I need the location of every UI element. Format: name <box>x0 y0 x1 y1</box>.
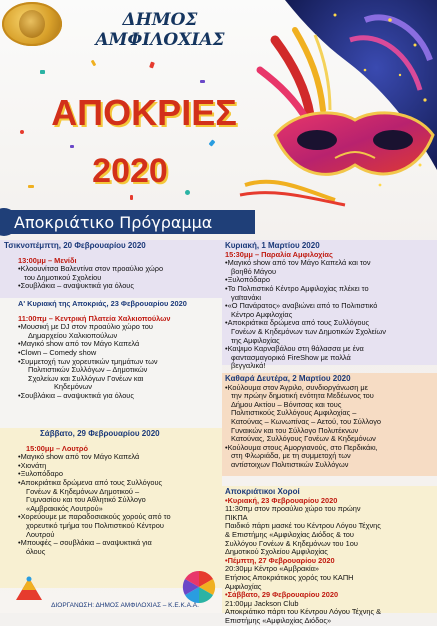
sunday-march-section <box>222 240 437 371</box>
list-item: •Αποκριάτικα δρώμενα από τους Συλλόγους <box>225 318 370 328</box>
list-item: •Το Πολιτιστικό Κέντρο Αμφιλοχίας πλέκει το <box>225 283 369 293</box>
list-item: Πολιτιστικών Συλλόγων – Δημοτικών <box>28 365 148 375</box>
list-item: Πολιτιστικούς Συλλόγους Αμφιλοχίας – <box>231 408 357 418</box>
list-item: όλους <box>26 546 46 556</box>
list-item: βοηθό Μάγου <box>231 266 277 276</box>
municipality-seal-icon <box>2 2 62 46</box>
dance-line: 20:30μμ Κέντρο «Αμβρακία» <box>225 564 320 574</box>
list-item: Λουτρού <box>26 529 55 539</box>
thursday-date: Τσικνοπέμπτη, 20 Φεβρουαρίου 2020 <box>4 241 146 250</box>
list-item: •«Ο Πανάρατος» αναβιώνει από το Πολιτιστικό <box>225 301 378 311</box>
list-item: φαντασμαγορικό FireShow με πολλά <box>231 352 351 362</box>
list-item: βεγγαλικά! <box>231 361 266 371</box>
dance-line: •Κυριακή, 23 Φεβρουαρίου 2020 <box>225 495 338 505</box>
list-item: •Μαγικό show από τον Μάγο Καπελά <box>18 339 140 349</box>
list-item: •Ξυλοπόδαρο <box>18 469 63 479</box>
clean-monday-date: Καθαρά Δευτέρα, 2 Μαρτίου 2020 <box>225 374 351 383</box>
list-item: •Clown – Comedy show <box>18 347 97 357</box>
list-item: Γονέων & Κηδεμόνων των Δημοτικών Σχολείων <box>231 326 386 336</box>
list-item: αντίστοιχων Πολιτιστικών Συλλόγων <box>231 459 349 469</box>
dance-line: Δημοτικού Σχολείου Αμφιλοχίας <box>225 547 328 557</box>
list-item: •Μαγικό show από τον Μάγο Καπελά και τον <box>225 258 371 268</box>
list-item: «Αμβρακικός Λουτρού» <box>26 503 103 513</box>
municipality-line1: ΔΗΜΟΣ <box>122 10 198 30</box>
list-item: στη Φλωριάδα, με τη συμμετοχή των <box>231 451 351 461</box>
dances-list <box>225 497 434 626</box>
sunday-first-time: 11:00πμ – Κεντρική Πλατεία Χαλκιοπούλων <box>18 313 171 323</box>
carnival-dances-section <box>222 486 437 625</box>
dance-line: Ετήσιος Αποκριάτικος χορός του ΚΑΠΗ <box>225 572 354 582</box>
sunday-first-date: Α' Κυριακή της Αποκριάς, 23 Φεβρουαρίου 2020 <box>18 299 187 308</box>
carnival-hat-icon <box>14 576 44 604</box>
list-item: γαϊτανάκι <box>231 292 262 302</box>
saturday-date: Σάββατο, 29 Φεβρουαρίου 2020 <box>40 429 160 438</box>
list-item: Κατούνας, Συλλόγους Γονέων & Κηδεμόνων <box>231 434 376 444</box>
program-banner <box>0 210 255 234</box>
list-item: Κατούνας – Κωνωπίνας – Αετού, του Σύλλογο <box>231 416 381 426</box>
list-item: Σχολείων και Συλλόγων Γονέων και <box>28 373 144 383</box>
list-item: Γυμνασίου και του Αθλητικό Σύλλογο <box>26 495 146 505</box>
list-item: της Αμφιλοχίας <box>231 335 280 345</box>
list-item: •Μπουφές – σουβλάκια – αναψυκτικά για <box>18 538 152 548</box>
dance-line: Αμφιλοχίας <box>225 581 262 591</box>
list-item: του Δημοτικού Σχολείου <box>24 272 102 282</box>
municipality-line2: ΑΜΦΙΛΟΧΙΑΣ <box>95 30 225 50</box>
list-item: •Κούλουμα στους Αμοργιανούς, στο Περδικάκι, <box>225 442 378 452</box>
list-item: Δημαρχείου Χαλκιοπούλων <box>28 330 118 340</box>
sunday-march-date: Κυριακή, 1 Μαρτίου 2020 <box>225 241 320 250</box>
list-item: χορευτικό τμήμα του Πολιτιστικού Κέντρου <box>26 520 164 530</box>
title-year: 2020 <box>92 152 168 190</box>
saturday-time: 15:00μμ – Λουτρό <box>26 443 89 453</box>
list-item: •Καψιμο Καρναβάλου στη θάλασσα με ένα <box>225 344 364 354</box>
list-item: Κέντρο Αμφιλοχίας <box>231 309 293 319</box>
list-item: •Χιονάτη <box>18 460 47 470</box>
clean-monday-section <box>222 373 437 476</box>
dance-line: ΠΙΚΠΑ <box>225 512 248 522</box>
dance-line: Αποκριάτικο πάρτι του Κέντρου Λόγου Τέχνης & <box>225 607 382 617</box>
list-item: Δήμου Ακτίου – Βόνιτσας και τους <box>231 399 342 409</box>
list-item: •Μαγικό show από τον Μάγο Καπελά <box>18 452 140 462</box>
list-item: Γυναικών και του Σύλλογο Πολυτέκνων <box>231 425 359 435</box>
list-item: •Ξυλοπόδαρο <box>225 275 270 285</box>
dance-line: •Πέμπτη, 27 Φεβρουαρίου 2020 <box>225 555 335 565</box>
dance-line: Συλλόγου Γονέων & Κηδεμόνων του 1ου <box>225 538 358 548</box>
list-item: •Χορεύουμε με παραδοσιακούς χορούς από το <box>18 512 171 522</box>
dances-title: Αποκριάτικοι Χοροί <box>225 487 300 496</box>
beach-ball-icon <box>182 570 216 604</box>
list-item: Κηδεμόνων <box>54 382 92 392</box>
footer-organizer: ΔΙΟΡΓΑΝΩΣΗ: ΔΗΜΟΣ ΑΜΦΙΛΟΧΙΑΣ – Κ.Ε.Κ.Α.Α. <box>51 602 199 609</box>
main-title: ΑΠΟΚΡΙΕΣ <box>51 92 237 133</box>
dance-line: Επιστήμης «Αμφιλοχίας Διόδος» <box>225 615 332 625</box>
dance-line: 11:30πμ στον προαύλιο χώρο του πρώην <box>225 504 361 514</box>
thursday-section <box>0 240 222 298</box>
left-column <box>0 240 222 613</box>
dance-line: & Επιστήμης «Αμφιλοχίας Διόδος & του <box>225 529 354 539</box>
sunday-first-section <box>0 298 222 428</box>
thursday-time: 13:00μμ – Μενίδι <box>18 255 77 265</box>
dance-line: •Σάββατο, 29 Φεβρουαρίου 2020 <box>225 590 339 600</box>
list-item: •Κλοουνίτσα Βαλεντίνα στον προαύλιο χώρο <box>18 264 164 274</box>
list-item: Γονέων & Κηδεμόνων Δημοτικού – <box>26 486 140 496</box>
list-item: •Αποκριάτικα δρώμενα από τους Συλλόγους <box>18 477 163 487</box>
dance-line: Παιδικό πάρτι μασκέ του Κέντρου Λόγου Τέχνης <box>225 521 381 531</box>
carnival-mask-icon <box>215 0 437 205</box>
right-column <box>222 240 437 625</box>
sunday-march-time: 15:30μμ – Παραλία Αμφιλοχίας <box>225 249 333 259</box>
list-item: •Μουσική με DJ στον προαύλιο χώρο του <box>18 322 153 332</box>
saturday-section <box>0 428 222 588</box>
list-item: •Κούλουμα στον Άγριλο, συνδιοργάνωση με <box>225 382 368 392</box>
program-label: Αποκριάτικο Πρόγραμμα <box>14 212 213 232</box>
list-item: •Συμμετοχή των χορευτικών τμημάτων των <box>18 356 158 366</box>
list-item: •Σουβλάκια – αναψυκτικά για όλους <box>18 390 134 400</box>
dance-line: 21:00μμ Jackson Club <box>225 598 299 608</box>
list-item: την πρώην δημοτική ενότητα Μεδέωνος του <box>231 391 374 401</box>
list-item: •Σουβλάκια – αναψυκτικά για όλους <box>18 281 134 291</box>
